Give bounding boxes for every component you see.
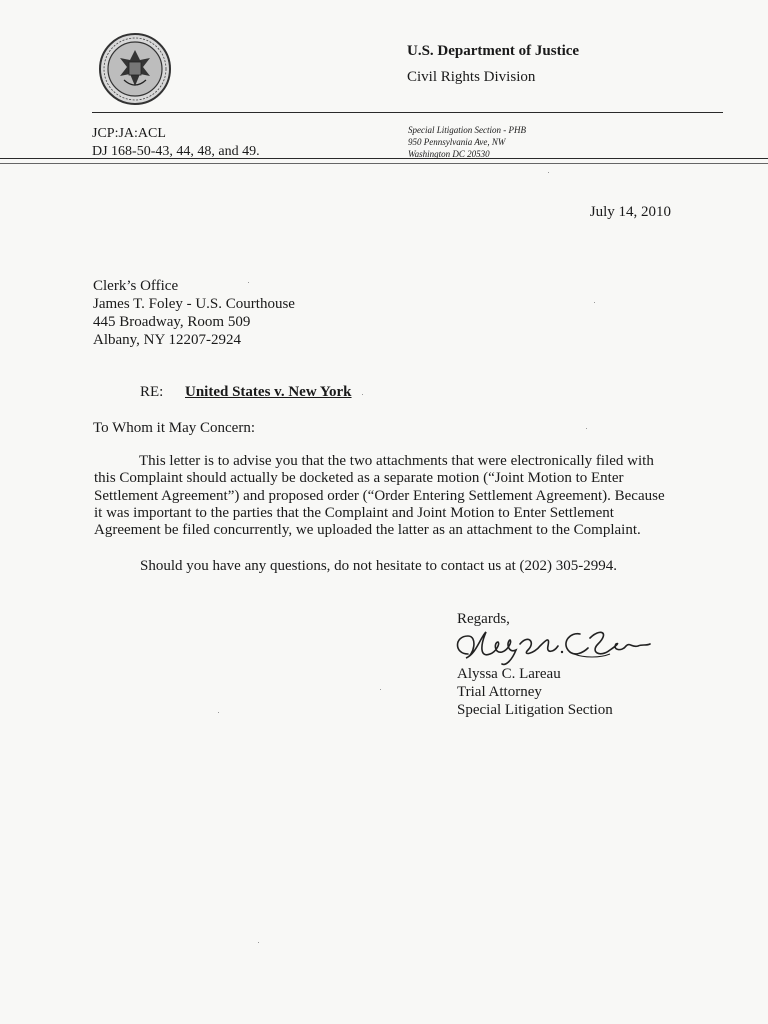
recipient-line-1: Clerk’s Office [93,278,179,294]
office-address-line-2: 950 Pennsylvania Ave, NW [408,137,506,147]
letterhead-rule-top [92,112,723,113]
scan-speck [258,942,259,943]
scan-speck [586,428,587,429]
letterhead-rule-bottom-2 [0,163,768,164]
signature-block [457,665,613,719]
scan-speck [380,689,381,690]
recipient-line-2: James T. Foley - U.S. Courthouse [93,296,295,312]
scan-speck [218,712,219,713]
agency-name: U.S. Department of Justice [407,43,580,59]
office-address-line-1: Special Litigation Section - PHB [408,125,526,135]
division-name: Civil Rights Division [407,69,536,85]
recipient-address [93,277,295,349]
recipient-line-3: 445 Broadway, Room 509 [93,314,251,330]
closing: Regards, [457,611,510,627]
scan-speck [362,394,363,395]
reference-line-2: DJ 168-50-43, 44, 48, and 49. [92,144,260,159]
letter-date: July 14, 2010 [589,204,671,220]
office-address-line-3: Washington DC 20530 [408,149,490,159]
signer-name: Alyssa C. Lareau [457,666,561,682]
scan-speck [548,172,549,173]
handwritten-signature [450,624,655,668]
scan-speck [248,282,249,283]
recipient-line-4: Albany, NY 12207-2924 [93,332,242,348]
scan-speck [594,302,595,303]
reference-line-1: JCP:JA:ACL [92,126,166,141]
salutation: To Whom it May Concern: [93,420,255,436]
body-paragraph-1: This letter is to advise you that the two attachments that were electronically filed with this Complaint should actually be docketed as a separate motion (“Joint Motion to Enter Settlement Agreement”) and proposed order (“Order Entering Settlement Agreement). Because it was important to the parties that the Complaint and Joint Motion to Enter Settlement Agreement be filed concurrently, we uploaded the latter as an attachment to the Complaint. [94,453,665,539]
re-case-name: United States v. New York [185,384,352,400]
signer-title: Trial Attorney [457,684,542,700]
doj-seal-icon [98,32,172,106]
re-label: RE: [140,384,164,400]
signer-section: Special Litigation Section [457,702,613,718]
body-paragraph-2: Should you have any questions, do not hesitate to contact us at (202) 305-2994. [140,558,618,574]
